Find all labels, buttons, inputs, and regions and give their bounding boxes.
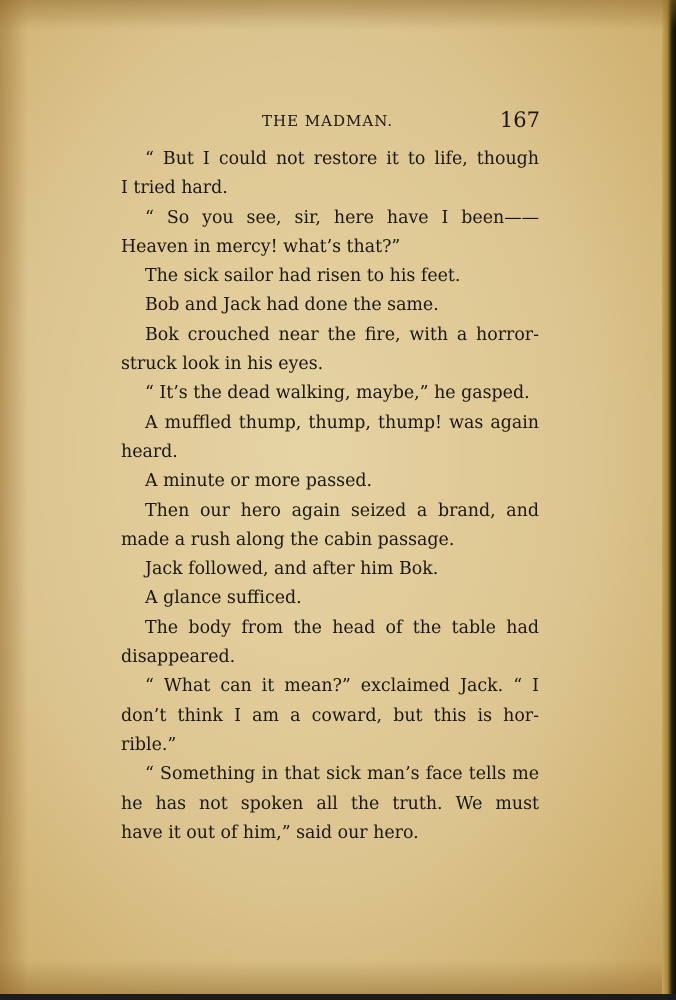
text-line: Bok crouched near the fire, with a horror- <box>145 324 539 345</box>
text-line: made a rush along the cabin passage. <box>121 529 455 550</box>
running-head: THE MADMAN. <box>262 112 394 130</box>
page-edge <box>662 0 676 1000</box>
text-line: he has not spoken all the truth. We must <box>121 793 539 814</box>
text-line: A glance sufficed. <box>145 588 302 609</box>
text-line: “ Something in that sick man’s face tells me <box>145 764 539 785</box>
text-line: The sick sailor had risen to his feet. <box>145 266 461 287</box>
text-line: “ So you see, sir, here have I been—— <box>145 207 539 228</box>
text-line: The body from the head of the table had <box>145 617 539 638</box>
text-line: “ But I could not restore it to life, though <box>145 149 539 169</box>
text-line: disappeared. <box>121 647 236 668</box>
page-number: 167 <box>499 108 540 132</box>
page-bottom-edge <box>0 994 676 1000</box>
text-line: I tried hard. <box>121 178 228 199</box>
page-header <box>120 108 540 136</box>
text-line: don’t think I am a coward, but this is hor- <box>121 705 539 726</box>
text-line: A muffled thump, thump, thump! was again <box>145 412 539 433</box>
text-line: Then our hero again seized a brand, and <box>145 500 539 521</box>
text-line: rible.” <box>121 734 177 755</box>
text-line: heard. <box>121 441 178 462</box>
body-text <box>121 145 539 848</box>
text-line: A minute or more passed. <box>145 471 373 492</box>
text-line: have it out of him,” said our hero. <box>121 822 419 843</box>
text-line: “ It’s the dead walking, maybe,” he gasped. <box>145 383 530 404</box>
text-line: struck look in his eyes. <box>121 354 324 375</box>
text-line: “ What can it mean?” exclaimed Jack. “ I <box>145 676 539 697</box>
text-line: Bob and Jack had done the same. <box>145 295 439 316</box>
text-line: Jack followed, and after him Bok. <box>145 559 439 580</box>
text-line: Heaven in mercy! what’s that?” <box>121 236 401 257</box>
